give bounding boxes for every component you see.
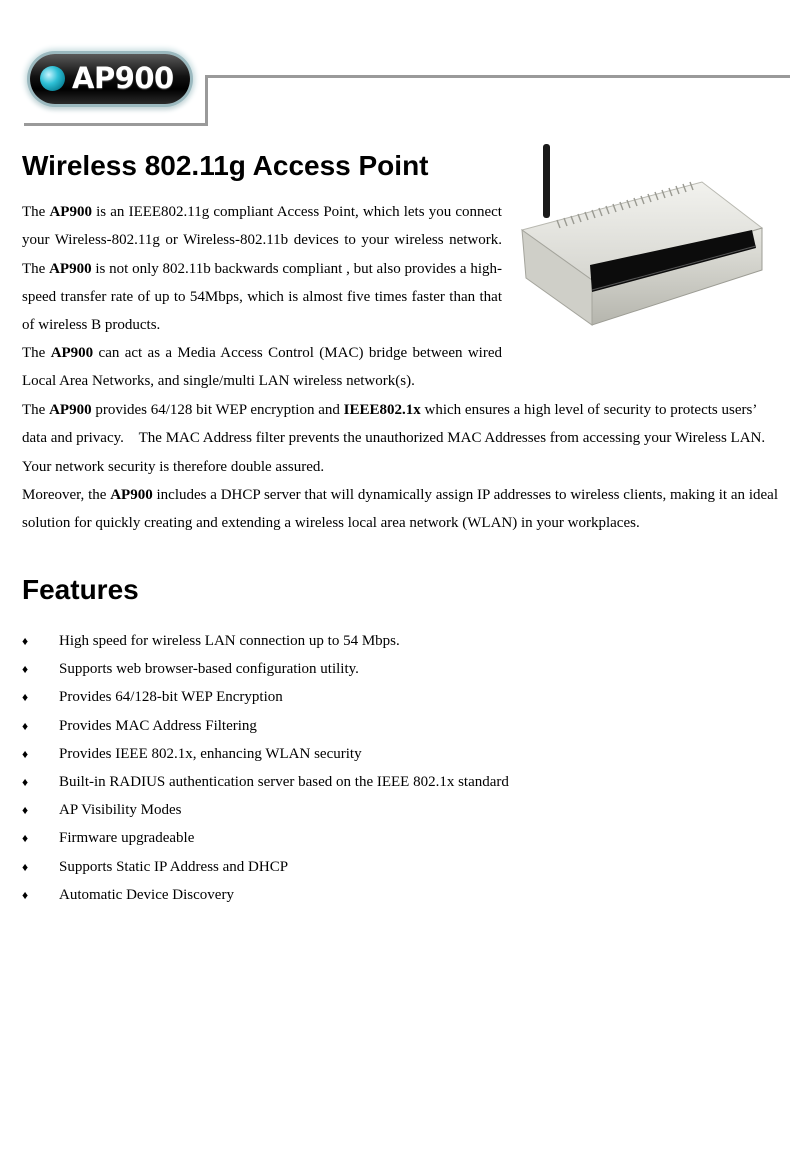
intro-paragraph-2: The AP900 can act as a Media Access Control (MAC) bridge between wired Local Area Networks, and single/multi LAN wireless network(s). <box>22 345 502 390</box>
diamond-bullet-icon: ♦ <box>22 690 29 705</box>
list-item: ♦ High speed for wireless LAN connection up to 54 Mbps. <box>22 627 509 655</box>
page-title: Wireless 802.11g Access Point <box>22 150 429 181</box>
diamond-bullet-icon: ♦ <box>22 662 29 677</box>
list-item: ♦ Built-in RADIUS authentication server based on the IEEE 802.1x standard <box>22 768 509 796</box>
diamond-bullet-icon: ♦ <box>22 718 29 733</box>
list-item: ♦ Automatic Device Discovery <box>22 881 509 909</box>
diamond-bullet-icon: ♦ <box>22 859 29 874</box>
list-item: ♦ AP Visibility Modes <box>22 796 509 824</box>
list-item: ♦ Provides MAC Address Filtering <box>22 712 509 740</box>
antenna <box>543 144 550 218</box>
diamond-bullet-icon: ♦ <box>22 887 29 902</box>
diamond-bullet-icon: ♦ <box>22 803 29 818</box>
features-heading: Features <box>22 574 139 605</box>
header-rule-bottom <box>24 123 208 126</box>
diamond-bullet-icon: ♦ <box>22 634 29 648</box>
product-image <box>512 140 770 335</box>
list-item: ♦ Provides IEEE 802.1x, enhancing WLAN security <box>22 740 509 768</box>
list-item: ♦ Firmware upgradeable <box>22 824 509 852</box>
intro-paragraph-1: The AP900 is an IEEE802.11g compliant Access Point, which lets you connect your Wireless-802.11g or Wireless-802.11b devices to your wireless network. The AP900 is not only 802.11b backwards compliant , but also provides a high-speed transfer rate of up to 54Mbps, which is almost five times faster than that of wireless B products. <box>22 204 502 334</box>
diamond-bullet-icon: ♦ <box>22 774 29 789</box>
badge-dot-icon <box>40 66 65 91</box>
product-badge <box>30 54 190 104</box>
list-item: ♦ Supports web browser-based configuration utility. <box>22 655 509 683</box>
header-rule-vertical <box>205 75 208 126</box>
diamond-bullet-icon: ♦ <box>22 831 29 846</box>
list-item: ♦ Provides 64/128-bit WEP Encryption <box>22 683 509 711</box>
page-header <box>0 0 808 140</box>
list-item: ♦ Supports Static IP Address and DHCP <box>22 853 509 881</box>
header-rule-top <box>205 75 790 78</box>
product-badge-label: AP900 <box>72 61 174 95</box>
diamond-bullet-icon: ♦ <box>22 746 29 761</box>
features-list <box>22 627 509 909</box>
intro-paragraph-4: Moreover, the AP900 includes a DHCP server that will dynamically assign IP addresses to wireless clients, making it an ideal solution for quickly creating and extending a wireless local area network (WLAN) in your workplaces. <box>22 487 778 532</box>
intro-paragraph-3: The AP900 provides 64/128 bit WEP encryption and IEEE802.1x which ensures a high level of security to protects users’ data and privacy. The MAC Address filter prevents the unauthorized MAC Addresses from accessing your Wireless LAN. Your network security is therefore double assured. <box>22 402 769 475</box>
